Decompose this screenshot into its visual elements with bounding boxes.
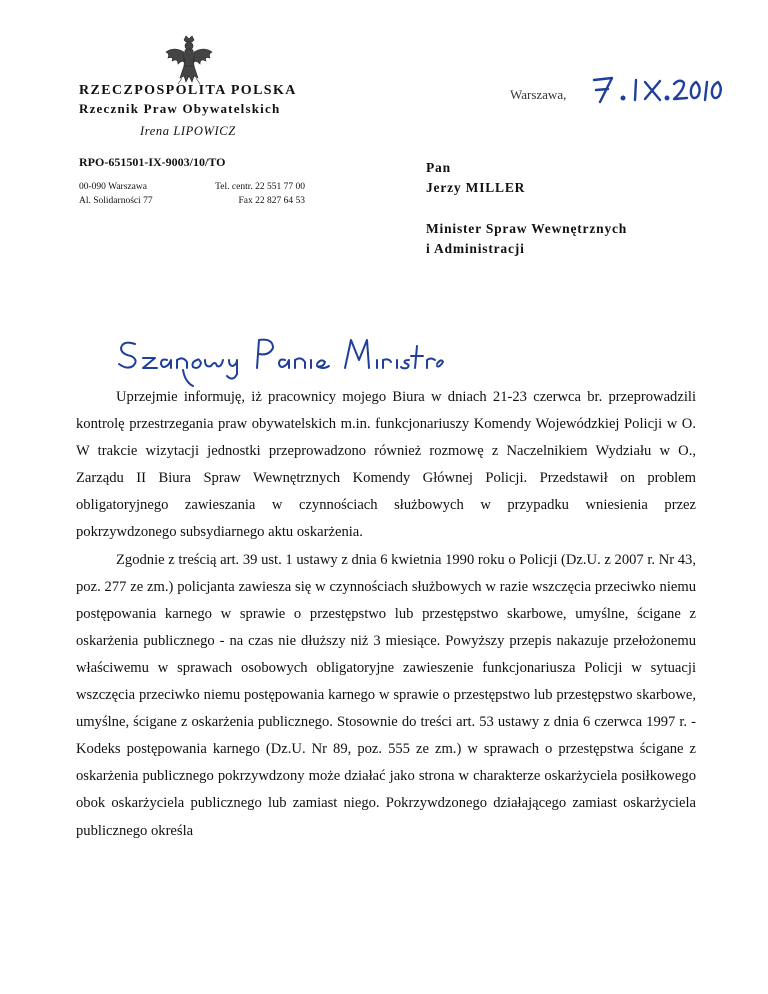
reference-number: RPO-651501-IX-9003/10/TO [79, 155, 226, 169]
handwritten-date [590, 72, 730, 106]
sender-address [79, 180, 153, 208]
organization-name: RZECZPOSPOLITA POLSKA [79, 83, 297, 98]
polish-eagle-emblem-icon [162, 34, 216, 88]
paragraph: Uprzejmie informuję, iż pracownicy mojego Biura w dniach 21-23 czerwca br. przeprowadzili kontrolę przestrzegania praw obywatelskich m.in. funkcjonariuszy Komendy Wojewódzkiej Policji w O. W trakcie wizytacji jednostki przeprowadzono również rozmowę z Naczelnikiem Wydziału w O., Zarządu II Biura Spraw Wewnętrznych Komendy Głównej Policji. Przedstawił on problem obligatoryjnego zawieszania w czynnościach służbowych w przypadku wniesienia przez pokrzywdzonego subsydiarnego aktu oskarżenia. [76, 389, 696, 541]
recipient-salutation: Pan [426, 160, 451, 175]
sender-contact [193, 180, 305, 208]
address-line: 00-090 Warszawa [79, 182, 147, 192]
date-city: Warszawa, [510, 87, 567, 102]
fax-number: Fax 22 827 64 53 [238, 196, 305, 206]
recipient-title-line: i Administracji [426, 241, 525, 256]
recipient-name: Jerzy MILLER [426, 180, 526, 195]
handwritten-greeting [105, 330, 445, 390]
address-line: Al. Solidarności 77 [79, 196, 153, 206]
paragraph: Zgodnie z treścią art. 39 ust. 1 ustawy z dnia 6 kwietnia 1990 roku o Policji (Dz.U. z 2007 r. Nr 43, poz. 277 ze zm.) policjanta zawiesza się w czynnościach służbowych w razie wszczęcia przeciwko niemu postępowania karnego w sprawie o przestępstwo lub przestępstwo skarbowe, umyślne, ścigane z oskarżenia publicznego - na czas nie dłuższy niż 3 miesiące. Powyższy przepis nakazuje przełożonemu właściwemu w sprawach osobowych obligatoryjne zawieszenie funkcjonariusza Policji w sytuacji wszczęcia przeciwko niemu postępowania karnego w sprawie o przestępstwo lub przestępstwo skarbowe, umyślne, ścigane z oskarżenia publicznego. Stosownie do treści art. 53 ustawy z dnia 6 czerwca 1997 r. - Kodeks postępowania karnego (Dz.U. Nr 89, poz. 555 ze zm.) w sprawach o przestępstwa ścigane z oskarżenia publicznego pokrzywdzony może działać jako strona w charakterze oskarżyciela posiłkowego obok oskarżyciela publicznego lub zamiast niego. Pokrzywdzonego działającego zamiast oskarżyciela publicznego określa [76, 551, 696, 839]
ombudsman-name: Irena LIPOWICZ [140, 124, 236, 138]
phone-number: Tel. centr. 22 551 77 00 [215, 182, 305, 192]
office-name: Rzecznik Praw Obywatelskich [79, 101, 281, 116]
recipient-title-line: Minister Spraw Wewnętrznych [426, 221, 628, 236]
letter-body [76, 384, 696, 845]
